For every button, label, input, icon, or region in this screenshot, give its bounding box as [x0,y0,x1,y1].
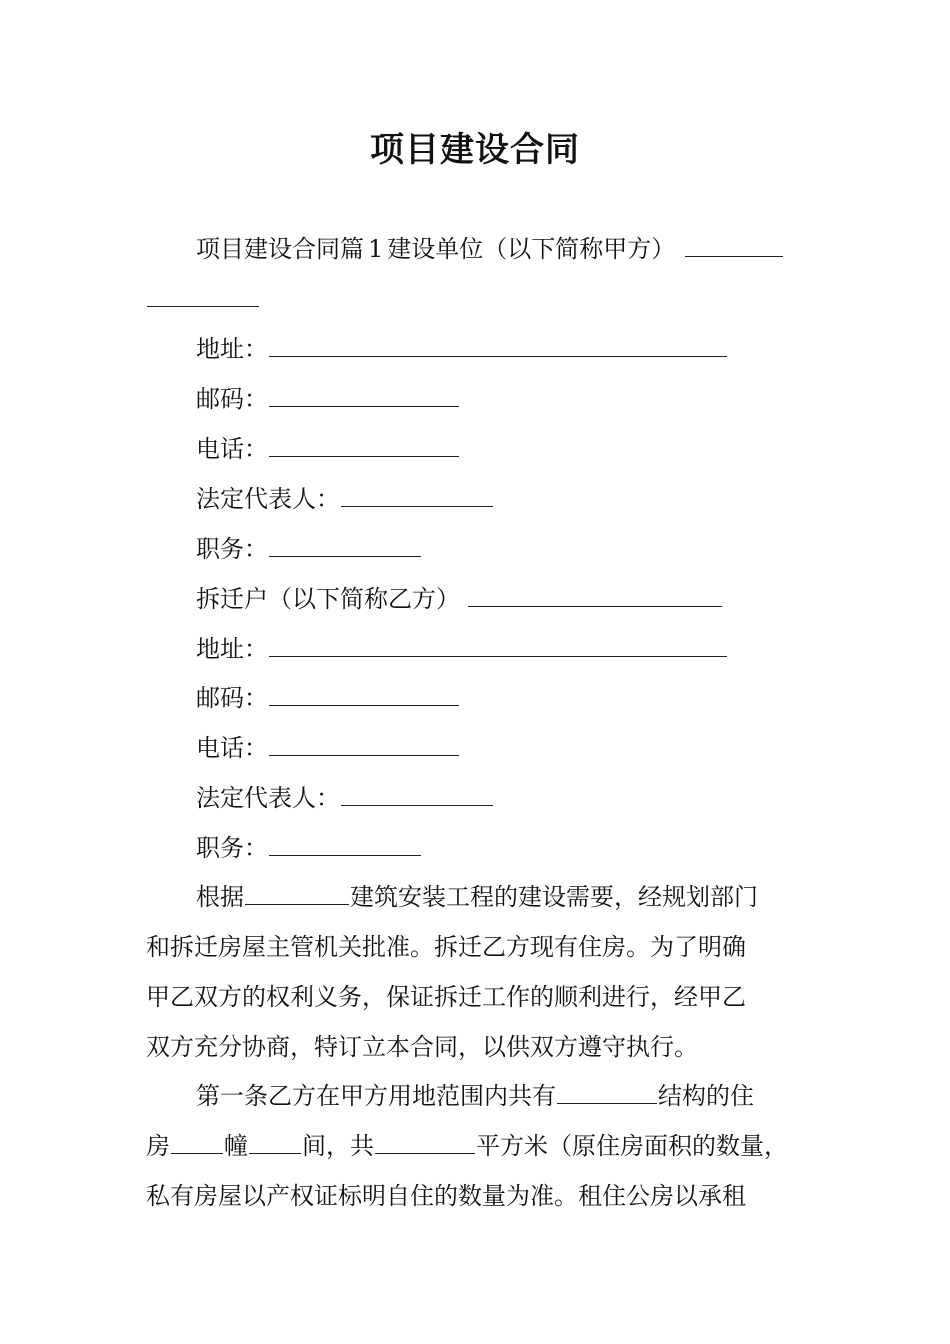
party-a-name-blank [685,232,783,257]
party-b-phone-blank [269,731,459,756]
party-a-legal-rep-label: 法定代表人： [196,485,340,513]
party-b-name-blank [468,582,722,607]
preamble-line-4: 双方充分协商，特订立本合同，以供双方遵守执行。 [146,1033,698,1061]
party-b-legal-rep-row [196,781,494,815]
party-a-phone-blank [269,432,459,457]
party-b-position-blank [269,831,421,856]
area-blank [375,1129,475,1154]
party-b-address-row [196,632,728,666]
party-a-address-row [196,332,728,366]
intro-prefix: 项目建设合同篇 [196,235,364,263]
article-1-line-2 [146,1129,788,1163]
article-1-line-2-part-4: 平方米（原住房面积的数量， [476,1132,788,1160]
document-title: 项目建设合同 [370,130,580,170]
party-b-address-blank [269,632,727,657]
party-b-phone-row [196,731,460,765]
party-b-legal-rep-label: 法定代表人： [196,784,340,812]
preamble-line-1 [196,880,758,914]
party-b-row [196,582,723,616]
party-b-postcode-blank [269,681,459,706]
project-name-blank [245,880,349,905]
article-1-line-1 [196,1079,754,1113]
article-1-line-3: 私有房屋以产权证标明自住的数量为准。租住公房以承租 [146,1182,746,1210]
party-a-postcode-blank [269,382,459,407]
party-a-name-blank-continued [147,282,259,307]
party-a-position-blank [269,532,421,557]
party-a-postcode-label: 邮码： [196,385,268,413]
party-b-position-row [196,831,422,865]
party-b-label: 拆迁户（以下简称乙方） [196,585,460,613]
intro-line [196,232,784,266]
article-1-line-2-part-2: 幢 [224,1132,248,1160]
party-b-legal-rep-blank [341,781,493,806]
preamble-line-3: 甲乙双方的权利义务，保证拆迁工作的顺利进行，经甲乙 [146,983,746,1011]
intro-line-continued [146,282,260,316]
party-a-position-row [196,532,422,566]
party-a-address-blank [269,332,727,357]
article-1-line-1-after: 结构的住 [658,1082,754,1110]
party-a-legal-rep-row [196,482,494,516]
party-a-address-label: 地址： [196,335,268,363]
party-a-postcode-row [196,382,460,416]
party-a-label: 建设单位（以下简称甲方） [387,235,676,263]
preamble-line-1-after: 建筑安装工程的建设需要，经规划部门 [350,883,758,911]
party-b-postcode-row [196,681,460,715]
building-count-blank [171,1129,223,1154]
party-a-phone-row [196,432,460,466]
article-1-line-2-part-1: 房 [146,1132,170,1160]
article-1-line-2-part-3: 间，共 [302,1132,374,1160]
intro-number: 1 [368,235,384,263]
preamble-line-1-before: 根据 [196,883,244,911]
party-b-address-label: 地址： [196,635,268,663]
party-a-position-label: 职务： [196,535,268,563]
preamble-line-2: 和拆迁房屋主管机关批准。拆迁乙方现有住房。为了明确 [146,933,746,961]
party-a-legal-rep-blank [341,482,493,507]
party-b-position-label: 职务： [196,834,268,862]
party-b-postcode-label: 邮码： [196,684,268,712]
structure-type-blank [557,1079,657,1104]
party-b-phone-label: 电话： [196,734,268,762]
party-a-phone-label: 电话： [196,435,268,463]
article-1-line-1-before: 第一条乙方在甲方用地范围内共有 [196,1082,556,1110]
room-count-blank [249,1129,301,1154]
